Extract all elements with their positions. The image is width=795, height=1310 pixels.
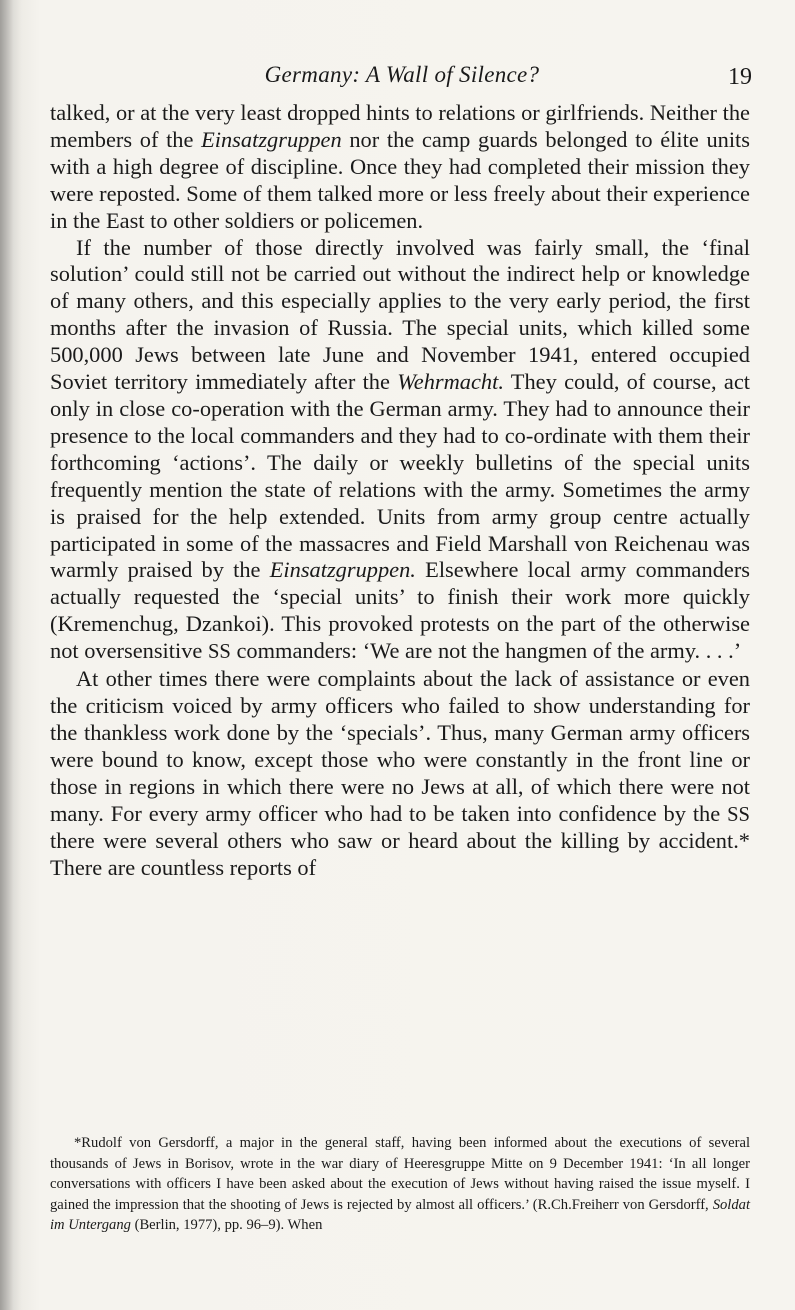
paragraph-1-italic-1: Einsatzgruppen <box>201 126 342 152</box>
footnote-text-2: (Berlin, 1977), pp. 96–9). When <box>130 1217 323 1234</box>
footnote-italic-1: Soldat im Untergang <box>50 1196 750 1234</box>
paragraph-3-text-2: there were several others who saw or heard about the killing by accident.* There are countless reports of <box>50 828 750 881</box>
paragraph-2 <box>50 235 750 667</box>
paragraph-3 <box>50 666 750 882</box>
paragraph-2-smallcaps-1: SS <box>207 641 231 664</box>
running-title: Germany: A Wall of Silence? <box>264 62 540 87</box>
paragraph-1 <box>50 100 750 235</box>
paragraph-1-text-2: nor the camp guards belonged to élite units with a high degree of discipline. Once they had completed their mission they were reposted. Some of them talked more or less freely about their experience in the East to other soldiers or policemen. <box>50 126 750 233</box>
paragraph-2-text-1: If the number of those directly involved was fairly small, the ‘final solution’ could still not be carried out without the indirect help or knowledge of many others, and this especially applies to the very early period, the first months after the invasion of Russia. The special units, which killed some 500,000 Jews between late June and November 1941, entered occupied Soviet territory immediately after the <box>50 234 750 395</box>
binding-shadow <box>0 0 22 1310</box>
paragraph-3-smallcaps-1: SS <box>727 803 750 826</box>
paragraph-1-text-1: talked, or at the very least dropped hints to relations or girlfriends. Neither the members of the <box>50 100 750 152</box>
paragraph-2-italic-1: Wehrmacht. <box>397 369 504 395</box>
paragraph-3-text-1: At other times there were complaints about the lack of assistance or even the criticism voiced by army officers who failed to show understanding for the thankless work done by the ‘specials’. Thus, many German army officers were bound to know, except those who were constantly in the front line or those in regions in which there were no Jews at all, of which there were not many. For every army officer who had to be taken into confidence by the <box>50 666 750 826</box>
running-head <box>52 62 752 96</box>
footnote-text-1: *Rudolf von Gersdorff, a major in the general staff, having been informed about the executions of several thousands of Jews in Borisov, wrote in the war diary of Heeresgruppe Mitte on 9 December 1941: ‘In all longer conversations with officers I have been asked about the execution of Jews without having raised the issue myself. I gained the impression that the shooting of Jews is rejected by almost all officers.’ (R.Ch.Freiherr von Gersdorff, <box>50 1135 750 1213</box>
page-number: 19 <box>728 64 752 90</box>
paragraph-2-text-4: commanders: ‘We are not the hangmen of the army. . . .’ <box>230 638 742 664</box>
body-text <box>50 100 750 882</box>
paragraph-2-text-3: Elsewhere local army commanders actually requested the ‘special units’ to finish their work more quickly (Kremenchug, Dzankoi). This provoked protests on the part of the otherwise not oversensitive <box>50 557 750 664</box>
paragraph-2-italic-2: Einsatzgruppen. <box>269 557 416 583</box>
footnote <box>50 1133 750 1236</box>
paragraph-2-text-2: They could, of course, act only in close co-operation with the German army. They had to announce their presence to the local commanders and they had to co-ordinate with them their forthcoming ‘actions’. The daily or weekly bulletins of the special units frequently mention the state of relations with the army. Sometimes the army is praised for the help extended. Units from army group centre actually participated in some of the massacres and Field Marshall von Reichenau was warmly praised by the <box>50 369 750 583</box>
